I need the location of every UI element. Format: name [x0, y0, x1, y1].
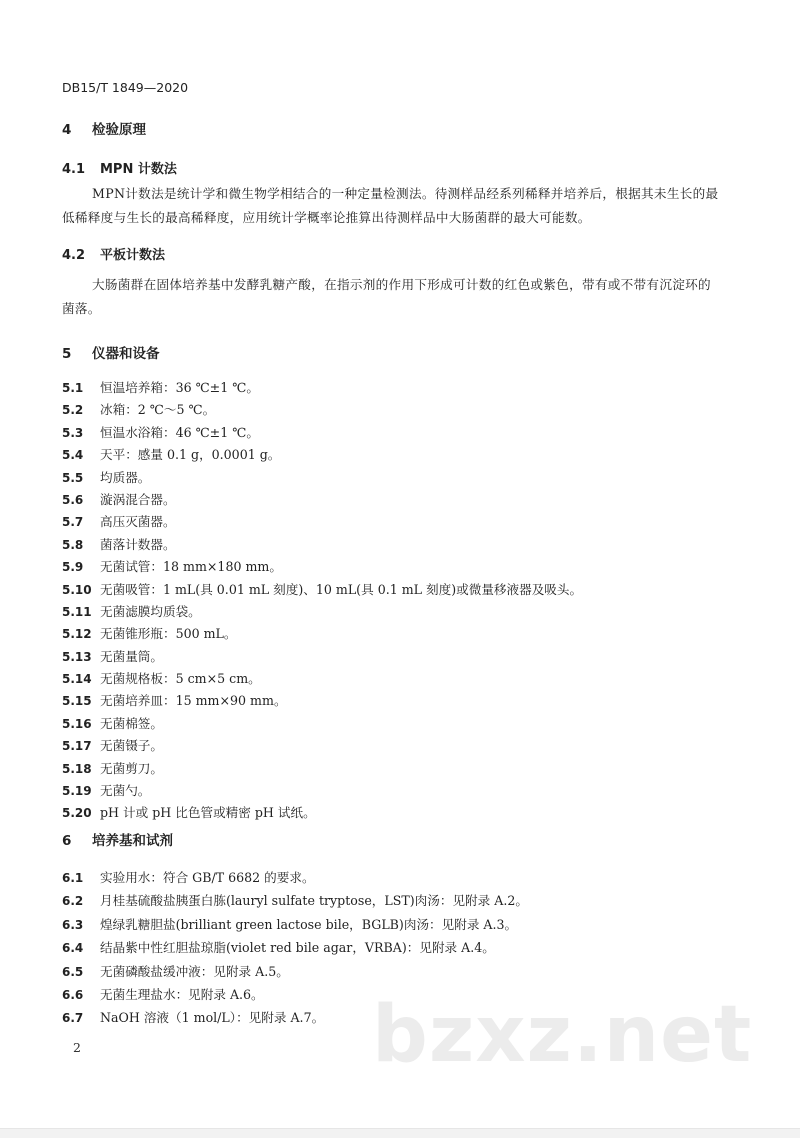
watermark: bzxz.net — [372, 990, 753, 1080]
list-item — [62, 668, 742, 690]
list-item — [62, 758, 742, 780]
item-text: 煌绿乳糖胆盐(brilliant green lactose bile，BGLB)肉汤：见附录 A.3。 — [100, 916, 518, 932]
subsection-4-2-heading — [62, 244, 165, 263]
item-text: 高压灭菌器。 — [100, 514, 176, 530]
section-title: 仪器和设备 — [92, 346, 160, 362]
equipment-list — [62, 377, 742, 825]
list-item — [62, 556, 742, 578]
item-number: 5.4 — [62, 448, 84, 463]
list-item — [62, 467, 742, 489]
item-text: 月桂基硫酸盐胰蛋白胨(lauryl sulfate tryptose，LST)肉汤：见附录 A.2。 — [100, 893, 528, 909]
item-number: 5.1 — [62, 381, 84, 395]
item-text: 冰箱：2 ℃～5 ℃。 — [100, 402, 216, 418]
list-item — [62, 534, 742, 556]
item-number: 6.4 — [62, 941, 84, 956]
item-number: 5.3 — [62, 425, 84, 440]
list-item — [62, 735, 742, 757]
list-item — [62, 960, 742, 983]
item-text: 无菌试管：18 mm×180 mm。 — [100, 559, 282, 575]
item-text: 无菌滤膜均质袋。 — [100, 603, 201, 619]
item-text: pH 计或 pH 比色管或精密 pH 试纸。 — [100, 805, 316, 821]
item-number: 5.17 — [62, 739, 92, 754]
item-number: 5.16 — [62, 716, 92, 731]
item-text: 无菌培养皿：15 mm×90 mm。 — [100, 693, 287, 709]
list-item — [62, 713, 742, 735]
item-number: 5.9 — [62, 560, 84, 575]
list-item — [62, 780, 742, 802]
list-item — [62, 377, 742, 399]
subsection-number: 4.2 — [62, 248, 86, 263]
item-text: 无菌量筒。 — [100, 648, 163, 664]
list-item — [62, 489, 742, 511]
item-text: 天平：感量 0.1 g，0.0001 g。 — [100, 447, 281, 463]
section-4-heading — [62, 118, 146, 138]
list-item — [62, 889, 742, 912]
standard-code: DB15/T 1849—2020 — [62, 80, 189, 95]
item-number: 5.18 — [62, 761, 92, 776]
list-item — [62, 422, 742, 444]
subsection-title: MPN 计数法 — [100, 162, 177, 177]
item-number: 6.2 — [62, 894, 84, 909]
item-number: 5.19 — [62, 784, 92, 799]
item-text: 无菌磷酸盐缓冲液：见附录 A.5。 — [100, 963, 289, 979]
item-number: 5.8 — [62, 537, 84, 552]
item-number: 5.10 — [62, 582, 92, 597]
list-item — [62, 802, 742, 824]
section-number: 4 — [62, 122, 72, 138]
page-number: 2 — [73, 1040, 81, 1055]
section-title: 培养基和试剂 — [92, 833, 173, 849]
item-text: 恒温培养箱：36 ℃±1 ℃。 — [100, 380, 259, 395]
section-number: 6 — [62, 833, 72, 849]
item-text: 恒温水浴箱：46 ℃±1 ℃。 — [100, 424, 259, 440]
item-number: 5.14 — [62, 672, 92, 687]
item-text: 无菌生理盐水：见附录 A.6。 — [100, 986, 264, 1002]
list-item — [62, 623, 742, 645]
list-item — [62, 690, 742, 712]
item-text: 无菌剪刀。 — [100, 760, 163, 776]
section-title: 检验原理 — [92, 122, 146, 138]
list-item — [62, 936, 742, 959]
list-item — [62, 601, 742, 623]
subsection-number: 4.1 — [62, 162, 86, 177]
item-number: 6.7 — [62, 1011, 84, 1026]
item-number: 6.1 — [62, 871, 84, 885]
item-text: 无菌吸管：1 mL(具 0.01 mL 刻度)、10 mL(具 0.1 mL 刻度)或微量移液器及吸头。 — [100, 581, 583, 597]
item-text: 无菌勺。 — [100, 783, 151, 799]
item-text: 漩涡混合器。 — [100, 491, 176, 507]
section-5-heading — [62, 342, 160, 362]
item-number: 6.5 — [62, 964, 84, 979]
list-item — [62, 511, 742, 533]
item-text: 均质器。 — [100, 469, 151, 485]
list-item — [62, 913, 742, 936]
subsection-title: 平板计数法 — [100, 248, 166, 263]
item-number: 5.13 — [62, 649, 92, 664]
section-number: 5 — [62, 346, 72, 362]
item-text: NaOH 溶液（1 mol/L）：见附录 A.7。 — [100, 1010, 325, 1026]
list-item — [62, 399, 742, 421]
item-text: 无菌锥形瓶：500 mL。 — [100, 626, 237, 642]
section-6-heading — [62, 829, 173, 849]
item-text: 结晶紫中性红胆盐琼脂(violet red bile agar，VRBA)：见附录 A.4。 — [100, 940, 495, 956]
list-item — [62, 646, 742, 668]
item-number: 5.11 — [62, 604, 92, 619]
item-number: 6.6 — [62, 987, 84, 1002]
item-number: 6.3 — [62, 917, 84, 932]
item-number: 5.5 — [62, 470, 84, 485]
item-number: 5.20 — [62, 806, 92, 821]
list-item — [62, 866, 742, 889]
item-text: 无菌规格板：5 cm×5 cm。 — [100, 671, 261, 687]
item-text: 无菌棉签。 — [100, 715, 163, 731]
item-number: 5.12 — [62, 627, 92, 642]
item-text: 菌落计数器。 — [100, 536, 176, 552]
paragraph-4-1: MPN计数法是统计学和微生物学相结合的一种定量检测法。待测样品经系列稀释并培养后，根据其未生长的最低稀释度与生长的最高稀释度，应用统计学概率论推算出待测样品中大肠菌群的最大可能数。 — [62, 186, 719, 225]
list-item — [62, 579, 742, 601]
item-number: 5.7 — [62, 515, 84, 530]
subsection-4-1-heading — [62, 158, 177, 177]
item-number: 5.2 — [62, 403, 84, 418]
list-item — [62, 444, 742, 466]
item-number: 5.15 — [62, 694, 92, 709]
item-number: 5.6 — [62, 492, 84, 507]
item-text: 无菌镊子。 — [100, 738, 163, 754]
paragraph-4-2: 大肠菌群在固体培养基中发酵乳糖产酸，在指示剂的作用下形成可计数的红色或紫色，带有或不带有沉淀环的菌落。 — [62, 277, 711, 316]
item-text: 实验用水：符合 GB/T 6682 的要求。 — [100, 870, 315, 885]
